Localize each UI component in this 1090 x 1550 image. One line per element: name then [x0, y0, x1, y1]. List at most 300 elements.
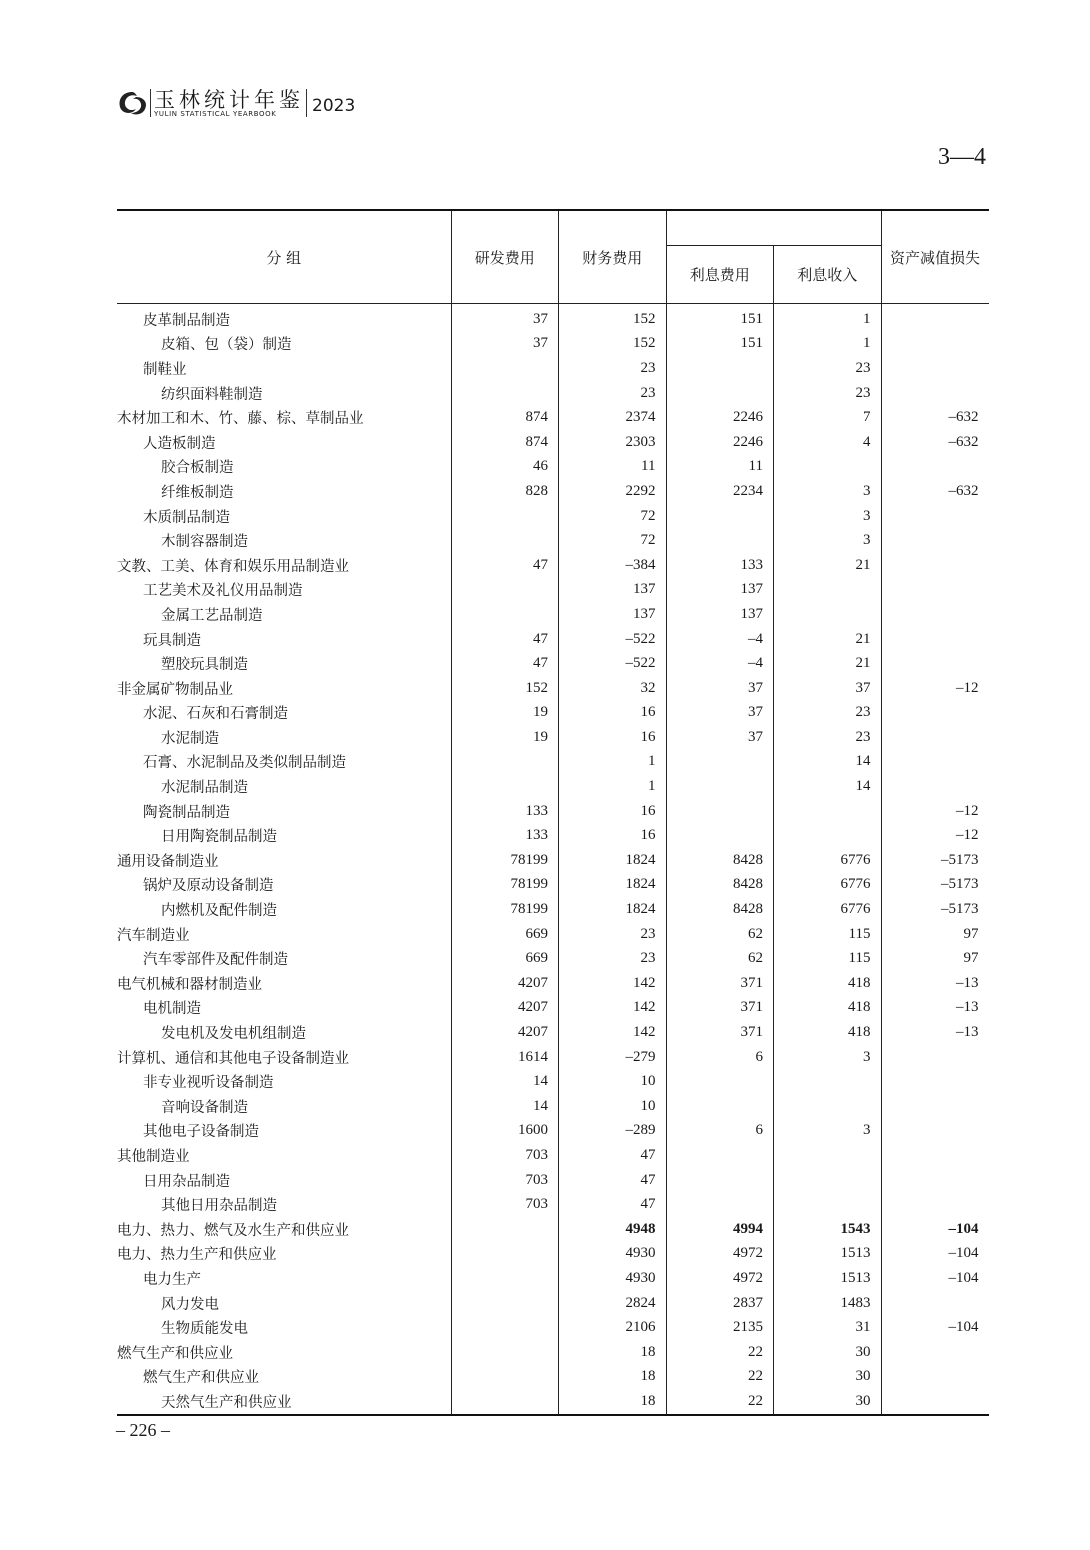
cell-fin: 18	[559, 1340, 667, 1365]
cell-fin: 47	[559, 1143, 667, 1168]
cell-imp: –12	[881, 799, 989, 824]
cell-imp: –13	[881, 1020, 989, 1045]
cell-ii	[774, 1094, 882, 1119]
table-row	[117, 1192, 989, 1217]
table-row	[117, 1020, 989, 1045]
row-label: 生物质能发电	[161, 1321, 248, 1338]
row-label: 燃气生产和供应业	[143, 1370, 259, 1387]
row-label: 电力、热力、燃气及水生产和供应业	[117, 1222, 349, 1239]
row-label: 汽车制造业	[117, 927, 190, 944]
row-label: 音响设备制造	[161, 1099, 248, 1116]
cell-ii	[774, 799, 882, 824]
table-row	[117, 971, 989, 996]
cell-ii: 30	[774, 1389, 882, 1415]
cell-fin: 23	[559, 381, 667, 406]
cell-ii: 3	[774, 1045, 882, 1070]
cell-ie: 371	[666, 971, 774, 996]
cell-rd: 828	[451, 479, 559, 504]
row-label: 制鞋业	[143, 361, 187, 378]
row-label: 其他电子设备制造	[143, 1124, 259, 1141]
cell-fin: 137	[559, 578, 667, 603]
cell-fin: 1824	[559, 897, 667, 922]
cell-ie	[666, 381, 774, 406]
cell-imp: –5173	[881, 897, 989, 922]
cell-ii: 418	[774, 971, 882, 996]
cell-rd	[451, 528, 559, 553]
cell-fin: 4948	[559, 1217, 667, 1242]
cell-fin: 2824	[559, 1291, 667, 1316]
cell-ii: 30	[774, 1340, 882, 1365]
table-row	[117, 922, 989, 947]
cell-rd: 703	[451, 1143, 559, 1168]
cell-ie: –4	[666, 651, 774, 676]
cell-ie: 8428	[666, 897, 774, 922]
column-header-asset-impairment: 资产减值损失	[881, 210, 989, 304]
table-row	[117, 1069, 989, 1094]
table-row	[117, 897, 989, 922]
row-label: 电机制造	[143, 1001, 201, 1018]
cell-rd	[451, 578, 559, 603]
cell-ii: 1513	[774, 1242, 882, 1267]
cell-rd: 4207	[451, 971, 559, 996]
cell-fin: –279	[559, 1045, 667, 1070]
cell-fin: –384	[559, 553, 667, 578]
table-row	[117, 1217, 989, 1242]
cell-fin: 2292	[559, 479, 667, 504]
cell-ii: 1513	[774, 1266, 882, 1291]
table-row	[117, 528, 989, 553]
row-label: 通用设备制造业	[117, 853, 219, 870]
cell-imp: 97	[881, 946, 989, 971]
cell-rd: 47	[451, 651, 559, 676]
cell-rd	[451, 602, 559, 627]
table-row	[117, 873, 989, 898]
cell-fin: 152	[559, 332, 667, 357]
column-header-rd-expense: 研发费用	[451, 210, 559, 304]
cell-fin: 72	[559, 528, 667, 553]
cell-ie	[666, 356, 774, 381]
cell-ie: 22	[666, 1340, 774, 1365]
table-row	[117, 848, 989, 873]
cell-fin: 23	[559, 922, 667, 947]
table-row	[117, 725, 989, 750]
table-row	[117, 946, 989, 971]
row-label: 发电机及发电机组制造	[161, 1026, 306, 1043]
cell-fin: 32	[559, 676, 667, 701]
cell-imp: –12	[881, 823, 989, 848]
cell-ie: 11	[666, 455, 774, 480]
cell-ie: 2234	[666, 479, 774, 504]
row-label: 皮箱、包（袋）制造	[161, 337, 292, 354]
cell-fin: 1	[559, 774, 667, 799]
cell-ii	[774, 578, 882, 603]
cell-fin: 16	[559, 701, 667, 726]
cell-imp	[881, 1389, 989, 1415]
cell-rd: 874	[451, 430, 559, 455]
cell-fin: 23	[559, 946, 667, 971]
cell-fin: 4930	[559, 1266, 667, 1291]
cell-ie: 137	[666, 602, 774, 627]
cell-ie: 6	[666, 1119, 774, 1144]
table-row	[117, 676, 989, 701]
cell-ii: 23	[774, 701, 882, 726]
cell-rd: 669	[451, 922, 559, 947]
row-label: 皮革制品制造	[143, 312, 230, 329]
cell-rd	[451, 381, 559, 406]
cell-imp	[881, 1143, 989, 1168]
cell-fin: 2303	[559, 430, 667, 455]
table-row	[117, 578, 989, 603]
cell-imp	[881, 725, 989, 750]
cell-ie: 22	[666, 1365, 774, 1390]
cell-ii: 7	[774, 405, 882, 430]
cell-ie	[666, 1143, 774, 1168]
cell-ie: 8428	[666, 848, 774, 873]
cell-ii: 115	[774, 946, 882, 971]
table-row	[117, 1094, 989, 1119]
cell-ii: 3	[774, 479, 882, 504]
cell-imp: –104	[881, 1315, 989, 1340]
cell-imp	[881, 1119, 989, 1144]
cell-imp: 97	[881, 922, 989, 947]
cell-ie: 37	[666, 701, 774, 726]
cell-ie: 2246	[666, 405, 774, 430]
yearbook-header	[116, 84, 476, 124]
table-row	[117, 304, 989, 332]
cell-rd: 4207	[451, 996, 559, 1021]
cell-fin: 10	[559, 1094, 667, 1119]
cell-ie	[666, 1094, 774, 1119]
cell-imp	[881, 356, 989, 381]
row-label: 木质制品制造	[143, 509, 230, 526]
row-label: 陶瓷制品制造	[143, 804, 230, 821]
cell-rd	[451, 356, 559, 381]
cell-fin: 10	[559, 1069, 667, 1094]
cell-ie	[666, 1069, 774, 1094]
row-label: 胶合板制造	[161, 460, 234, 477]
cell-ii: 1483	[774, 1291, 882, 1316]
cell-rd	[451, 1291, 559, 1316]
cell-rd	[451, 1242, 559, 1267]
cell-ii: 23	[774, 725, 882, 750]
cell-ie: –4	[666, 627, 774, 652]
cell-rd	[451, 504, 559, 529]
cell-imp: –5173	[881, 873, 989, 898]
table-row	[117, 823, 989, 848]
cell-rd: 14	[451, 1069, 559, 1094]
cell-fin: 142	[559, 971, 667, 996]
row-label: 水泥制造	[161, 730, 219, 747]
row-label: 人造板制造	[143, 435, 216, 452]
cell-rd	[451, 1365, 559, 1390]
cell-imp: –632	[881, 430, 989, 455]
cell-ii	[774, 455, 882, 480]
cell-ie: 8428	[666, 873, 774, 898]
cell-ie: 37	[666, 725, 774, 750]
table-row	[117, 1242, 989, 1267]
cell-imp	[881, 1069, 989, 1094]
cell-imp: –104	[881, 1242, 989, 1267]
cell-imp: –104	[881, 1217, 989, 1242]
cell-ie: 2135	[666, 1315, 774, 1340]
cell-ii: 14	[774, 774, 882, 799]
table-row	[117, 1291, 989, 1316]
cell-fin: 137	[559, 602, 667, 627]
cell-ii	[774, 602, 882, 627]
cell-ie	[666, 1192, 774, 1217]
cell-ii: 418	[774, 996, 882, 1021]
cell-ie	[666, 799, 774, 824]
cell-ie: 2837	[666, 1291, 774, 1316]
row-label: 纺织面料鞋制造	[161, 386, 263, 403]
table-row	[117, 1168, 989, 1193]
cell-imp	[881, 1168, 989, 1193]
cell-imp: –12	[881, 676, 989, 701]
cell-ii: 6776	[774, 873, 882, 898]
cell-rd	[451, 774, 559, 799]
yearbook-title: 玉林统计年鉴	[154, 88, 304, 112]
table-row	[117, 405, 989, 430]
table-row	[117, 602, 989, 627]
cell-imp: –5173	[881, 848, 989, 873]
table-row	[117, 1143, 989, 1168]
table-row	[117, 750, 989, 775]
cell-ie: 371	[666, 996, 774, 1021]
cell-fin: 1824	[559, 873, 667, 898]
cell-ie: 2246	[666, 430, 774, 455]
row-label: 内燃机及配件制造	[161, 903, 277, 920]
table-row	[117, 332, 989, 357]
cell-rd: 37	[451, 332, 559, 357]
cell-ie	[666, 528, 774, 553]
cell-rd	[451, 1217, 559, 1242]
table-row	[117, 627, 989, 652]
cell-imp	[881, 627, 989, 652]
table-row	[117, 479, 989, 504]
cell-imp	[881, 1291, 989, 1316]
cell-rd	[451, 750, 559, 775]
cell-fin: 72	[559, 504, 667, 529]
table-row	[117, 356, 989, 381]
column-header-group: 分 组	[117, 210, 451, 304]
yearbook-subtitle: YULIN STATISTICAL YEARBOOK	[154, 110, 277, 118]
table-row	[117, 1266, 989, 1291]
cell-ii	[774, 1168, 882, 1193]
table-row	[117, 774, 989, 799]
cell-ie	[666, 1168, 774, 1193]
statistics-table	[117, 209, 989, 1416]
cell-rd: 37	[451, 304, 559, 332]
table-row	[117, 1045, 989, 1070]
cell-ie: 4972	[666, 1242, 774, 1267]
row-label: 纤维板制造	[161, 484, 234, 501]
cell-imp	[881, 750, 989, 775]
cell-imp	[881, 651, 989, 676]
cell-ie	[666, 774, 774, 799]
row-label: 电气机械和器材制造业	[117, 976, 262, 993]
cell-ii: 1	[774, 304, 882, 332]
cell-ie: 4972	[666, 1266, 774, 1291]
cell-fin: –522	[559, 651, 667, 676]
column-header-interest-income: 利息收入	[774, 246, 882, 304]
cell-rd: 669	[451, 946, 559, 971]
cell-ii: 1543	[774, 1217, 882, 1242]
cell-ii: 14	[774, 750, 882, 775]
cell-fin: 1824	[559, 848, 667, 873]
row-label: 其他制造业	[117, 1148, 190, 1165]
cell-rd: 133	[451, 823, 559, 848]
cell-imp	[881, 332, 989, 357]
table-row	[117, 504, 989, 529]
cell-imp: –104	[881, 1266, 989, 1291]
cell-ii: 3	[774, 1119, 882, 1144]
cell-rd: 78199	[451, 873, 559, 898]
cell-imp	[881, 1094, 989, 1119]
cell-imp	[881, 1365, 989, 1390]
cell-ie: 22	[666, 1389, 774, 1415]
cell-fin: 16	[559, 725, 667, 750]
table-row	[117, 996, 989, 1021]
cell-ie: 4994	[666, 1217, 774, 1242]
cell-ii: 418	[774, 1020, 882, 1045]
row-label: 石膏、水泥制品及类似制品制造	[143, 755, 346, 772]
cell-imp: –13	[881, 996, 989, 1021]
cell-fin: 16	[559, 823, 667, 848]
row-label: 计算机、通信和其他电子设备制造业	[117, 1050, 349, 1067]
cell-ii: 3	[774, 504, 882, 529]
cell-imp: –632	[881, 405, 989, 430]
cell-rd: 1614	[451, 1045, 559, 1070]
cell-fin: 4930	[559, 1242, 667, 1267]
cell-imp: –632	[881, 479, 989, 504]
table-row	[117, 430, 989, 455]
cell-rd: 47	[451, 553, 559, 578]
cell-rd: 78199	[451, 897, 559, 922]
cell-ii	[774, 1192, 882, 1217]
cell-ie: 62	[666, 946, 774, 971]
cell-rd: 78199	[451, 848, 559, 873]
cell-rd: 703	[451, 1168, 559, 1193]
table-row	[117, 799, 989, 824]
cell-imp	[881, 578, 989, 603]
cell-rd: 152	[451, 676, 559, 701]
cell-fin: 2374	[559, 405, 667, 430]
cell-ii: 115	[774, 922, 882, 947]
table-body	[117, 304, 989, 1415]
table-row	[117, 1315, 989, 1340]
cell-ii: 37	[774, 676, 882, 701]
table-row	[117, 1389, 989, 1415]
cell-rd	[451, 1389, 559, 1415]
table-row	[117, 701, 989, 726]
cell-imp	[881, 504, 989, 529]
cell-rd: 133	[451, 799, 559, 824]
cell-ie: 133	[666, 553, 774, 578]
yearbook-year: 2023	[312, 96, 356, 116]
cell-rd: 19	[451, 701, 559, 726]
cell-fin: 47	[559, 1192, 667, 1217]
row-label: 木材加工和木、竹、藤、棕、草制品业	[117, 411, 364, 428]
row-label: 风力发电	[161, 1296, 219, 1313]
cell-fin: 1	[559, 750, 667, 775]
cell-rd: 874	[451, 405, 559, 430]
cell-imp	[881, 774, 989, 799]
row-label: 天然气生产和供应业	[117, 1389, 451, 1415]
row-label: 日用陶瓷制品制造	[161, 829, 277, 846]
cell-ii: 3	[774, 528, 882, 553]
cell-rd	[451, 1315, 559, 1340]
row-label: 燃气生产和供应业	[117, 1345, 233, 1362]
cell-ie	[666, 504, 774, 529]
row-label: 水泥、石灰和石膏制造	[143, 706, 288, 723]
cell-imp	[881, 602, 989, 627]
cell-imp: –13	[881, 971, 989, 996]
cell-fin: 23	[559, 356, 667, 381]
cell-rd: 46	[451, 455, 559, 480]
cell-ii: 4	[774, 430, 882, 455]
cell-ii: 31	[774, 1315, 882, 1340]
cell-ie: 151	[666, 332, 774, 357]
cell-rd	[451, 1340, 559, 1365]
cell-ii: 21	[774, 627, 882, 652]
row-label: 文教、工美、体育和娱乐用品制造业	[117, 558, 349, 575]
row-label: 玩具制造	[143, 632, 201, 649]
cell-imp	[881, 1192, 989, 1217]
cell-ie: 371	[666, 1020, 774, 1045]
cell-ii	[774, 823, 882, 848]
cell-ii	[774, 1069, 882, 1094]
page-number: – 226 –	[116, 1420, 170, 1440]
cell-imp	[881, 1340, 989, 1365]
cell-rd	[451, 1266, 559, 1291]
cell-imp	[881, 553, 989, 578]
cell-ii: 21	[774, 651, 882, 676]
cell-ii: 23	[774, 356, 882, 381]
cell-fin: 18	[559, 1389, 667, 1415]
row-label: 木制容器制造	[161, 534, 248, 551]
cell-rd: 703	[451, 1192, 559, 1217]
cell-rd: 4207	[451, 1020, 559, 1045]
cell-imp	[881, 381, 989, 406]
row-label: 日用杂品制造	[143, 1173, 230, 1190]
cell-fin: 47	[559, 1168, 667, 1193]
cell-ii: 21	[774, 553, 882, 578]
cell-imp	[881, 701, 989, 726]
table-row	[117, 381, 989, 406]
cell-fin: 142	[559, 1020, 667, 1045]
cell-rd: 19	[451, 725, 559, 750]
cell-fin: 11	[559, 455, 667, 480]
row-label: 汽车零部件及配件制造	[143, 952, 288, 969]
cell-rd: 1600	[451, 1119, 559, 1144]
cell-ii: 23	[774, 381, 882, 406]
cell-fin: 16	[559, 799, 667, 824]
cell-fin: 142	[559, 996, 667, 1021]
cell-ii: 6776	[774, 897, 882, 922]
row-label: 其他日用杂品制造	[161, 1198, 277, 1215]
cell-ie	[666, 750, 774, 775]
row-label: 非金属矿物制品业	[117, 681, 233, 698]
row-label: 电力生产	[143, 1271, 201, 1288]
cell-ii: 1	[774, 332, 882, 357]
cell-ii	[774, 1143, 882, 1168]
cell-fin: 18	[559, 1365, 667, 1390]
row-label: 电力、热力生产和供应业	[117, 1247, 277, 1264]
cell-imp	[881, 528, 989, 553]
row-label: 非专业视听设备制造	[143, 1075, 274, 1092]
cell-ii: 30	[774, 1365, 882, 1390]
row-label: 塑胶玩具制造	[161, 657, 248, 674]
